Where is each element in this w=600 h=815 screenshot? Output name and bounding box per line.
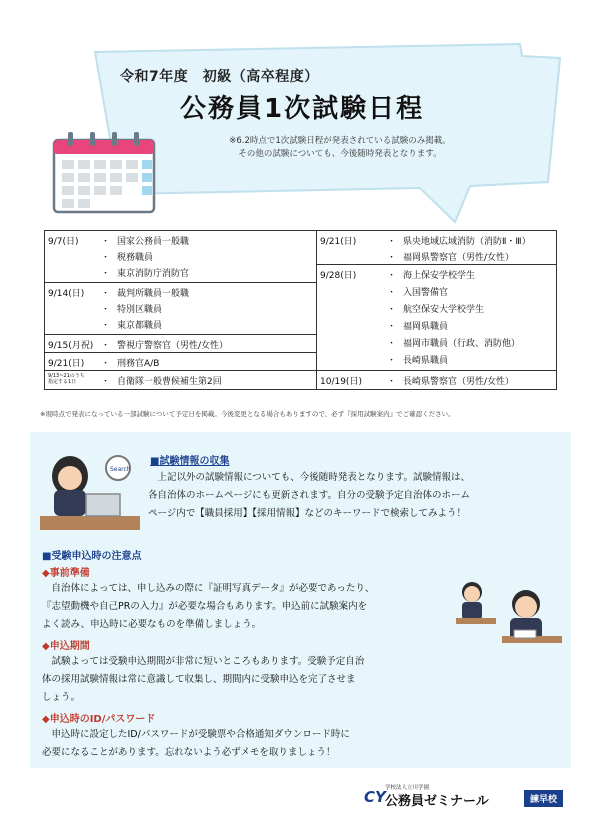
exam-date: 9/28(日) xyxy=(320,271,357,281)
collect-title: ■試験情報の収集 xyxy=(150,456,230,467)
exam-schedule-table xyxy=(44,230,557,390)
page-title: 公務員1次試験日程 xyxy=(180,94,425,124)
schedule-column-left xyxy=(45,231,317,389)
exam-item: ・ 東京消防庁消防官 xyxy=(101,269,190,279)
exam-item: ・ 長崎県職員 xyxy=(387,356,449,366)
exam-item: ・ 航空保安大学校学生 xyxy=(387,305,485,315)
org-name: 学校法人立川学園 xyxy=(385,785,430,791)
exam-item: ・ 刑務官A/B xyxy=(101,359,160,369)
campus-badge: 諫早校 xyxy=(524,790,563,807)
exam-item: ・ 福岡県職員 xyxy=(387,322,449,332)
schedule-row xyxy=(317,231,557,265)
exam-date: 9/15(月祝) xyxy=(48,341,94,351)
info-panel xyxy=(30,432,571,768)
schedule-row xyxy=(45,283,316,335)
schedule-row xyxy=(45,335,316,353)
header-subtitle: 令和7年度 初級（高卒程度） xyxy=(120,69,319,85)
search-badge-text: Search xyxy=(110,466,131,473)
apply-section-title: ■受験申込時の注意点 xyxy=(42,551,142,562)
schedule-row xyxy=(45,353,316,371)
prep-body: 自治体によっては、申し込みの際に『証明写真データ』が必要であったり、 『志望動機や自己PRの入力』が必要な場合もあります。申込前に試験案内を よく読み、申込時に必要なものを準備しましょう。 xyxy=(42,583,375,630)
schedule-row xyxy=(317,371,557,389)
exam-item: ・ 県央地域広域消防（消防Ⅱ・Ⅲ） xyxy=(387,237,531,247)
exam-item: ・ 入国警備官 xyxy=(387,288,449,298)
exam-item: ・ 福岡市職員（行政、消防他） xyxy=(387,339,521,349)
exam-date: 10/19(日) xyxy=(320,377,362,387)
calendar-icon xyxy=(50,130,160,215)
student-laptop-illustration xyxy=(40,446,140,536)
exam-date: 9/13~21のうち 指定する1日 xyxy=(48,373,85,385)
id-title: ◆申込時のID/パスワード xyxy=(42,714,156,725)
period-title: ◆申込期間 xyxy=(42,641,90,652)
schedule-row xyxy=(45,231,316,283)
exam-item: ・ 税務職員 xyxy=(101,253,154,263)
exam-item: ・ 国家公務員一般職 xyxy=(101,237,190,247)
exam-item: ・ 長崎県警察官（男性/女性） xyxy=(387,377,515,387)
header-banner xyxy=(0,0,600,230)
exam-date: 9/7(日) xyxy=(48,237,79,247)
disclaimer-note: ※現時点で発表になっている一部試験について予定日を掲載。今後変更となる場合もありますので、必ず『採用試験案内』でご確認ください。 xyxy=(40,410,455,418)
period-body: 試験よっては受験申込期間が非常に短いところもあります。受験予定自治 体の採用試験情報は常に意識して収集し、期間内に受験申込を完了させま しょう。 xyxy=(42,656,365,703)
id-body: 申込時に設定したID/パスワードが受験票や合格通知ダウンロード時に 必要になることがあります。忘れないよう必ずメモを取りましょう！ xyxy=(42,729,350,758)
exam-date: 9/21(日) xyxy=(48,359,85,369)
exam-item: ・ 裁判所職員一般職 xyxy=(101,289,190,299)
logo-mark: CY xyxy=(364,788,386,806)
exam-date: 9/21(日) xyxy=(320,237,357,247)
exam-date: 9/14(日) xyxy=(48,289,85,299)
footer xyxy=(0,768,600,815)
collect-body: 上記以外の試験情報についても、今後随時発表となります。試験情報は、 各自治体のホームページにも更新されます。自分の受験予定自治体のホーム ページ内で【職員採用】【採用情報】などのキーワードで検索してみよう！ xyxy=(148,472,471,519)
prep-title: ◆事前準備 xyxy=(42,568,90,579)
brand-name: 公務員ゼミナール xyxy=(385,794,489,809)
exam-item: ・ 自衛隊一般曹候補生第2回 xyxy=(101,377,222,387)
header-note: ※6.2時点で1次試験日程が発表されている試験のみ掲載。 その他の試験についても、今後随時発表となります。 xyxy=(229,136,451,159)
exam-item: ・ 福岡県警察官（男性/女性） xyxy=(387,253,515,263)
exam-item: ・ 東京都職員 xyxy=(101,321,163,331)
exam-item: ・ 警視庁警察官（男性/女性） xyxy=(101,341,229,351)
schedule-row xyxy=(317,265,557,371)
exam-students-illustration xyxy=(452,574,567,654)
schedule-column-right xyxy=(317,231,557,389)
exam-item: ・ 海上保安学校学生 xyxy=(387,271,476,281)
exam-item: ・ 特別区職員 xyxy=(101,305,163,315)
schedule-row xyxy=(45,371,316,389)
